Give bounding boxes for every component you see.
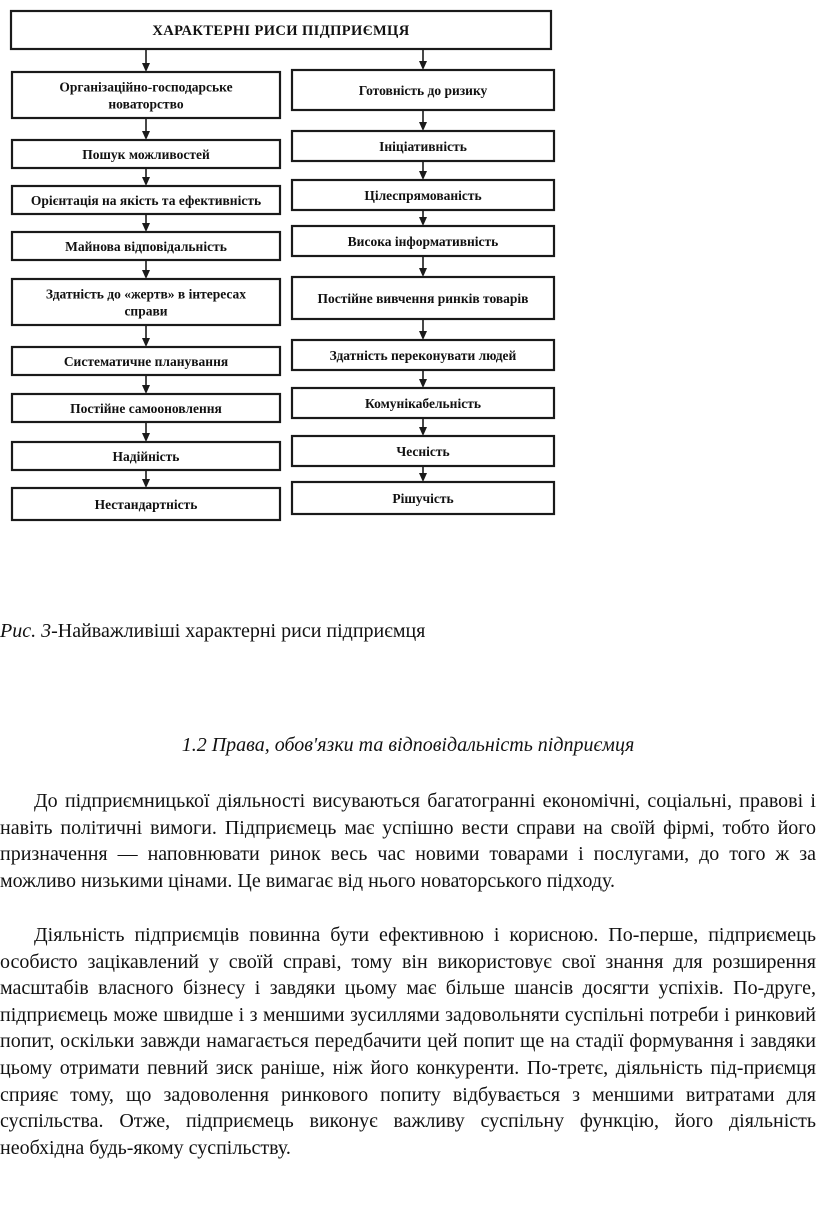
- section-heading: 1.2 Права, обов'язки та відповідальність підприємця: [181, 734, 635, 756]
- left-arrow-6-head: [142, 338, 150, 347]
- left-arrow-1-head: [142, 63, 150, 72]
- right-arrow-9-head: [419, 473, 427, 482]
- right-box-9-label: Рішучість: [392, 491, 454, 506]
- figure-caption: [0, 620, 425, 643]
- left-box-6-label: Систематичне планування: [63, 354, 229, 369]
- right-box-3-label: Цілеспрямованість: [364, 188, 482, 203]
- right-box-2-label: Ініціативність: [379, 139, 467, 154]
- left-box-9-label: Нестандартність: [94, 497, 198, 512]
- left-box-1-label: Організаційно-господарське: [59, 79, 233, 95]
- right-box-7-label: Комунікабельність: [365, 396, 481, 411]
- right-arrow-1-head: [419, 61, 427, 70]
- left-box-5-label: справи: [124, 303, 168, 319]
- right-box-5-label: Постійне вивчення ринків товарів: [317, 291, 529, 306]
- left-box-8-label: Надійність: [112, 449, 180, 464]
- left-arrow-8-head: [142, 433, 150, 442]
- right-arrow-8-head: [419, 427, 427, 436]
- right-box-6-label: Здатність переконувати людей: [329, 348, 517, 363]
- right-arrow-2-head: [419, 122, 427, 131]
- left-box-5-label: Здатність до «жертв» в інтересах: [45, 286, 247, 302]
- right-arrow-3-head: [419, 171, 427, 180]
- right-box-1-label: Готовність до ризику: [358, 83, 488, 98]
- right-arrow-7-head: [419, 379, 427, 388]
- right-box-8-label: Чесність: [396, 444, 450, 459]
- left-arrow-3-head: [142, 177, 150, 186]
- figure-label: Рис. 3: [0, 620, 52, 642]
- right-arrow-4-head: [419, 217, 427, 226]
- paragraph-2: Діяльність підприємців повинна бути ефективною і корисною. По-перше, підприємець особисто зацікавлений у своїй справі, тому він використовує свої знання для розширення масштабів власного бізнесу і завдяки цьому має більше шансів досягти успіхів. По-друге, підприємець може швидше і з меншими зусиллями задовольняти суспільні потреби і ринковий попит, оскільки завжди намагається передбачити цей попит ще на стадії формування і завдяки цьому отримати певний зиск раніше, ніж його конкуренти. По-третє, діяльність під-приємця сприяє тому, що задоволення ринкового попиту відбувається з меншими витратами для суспільства. Отже, підприємець виконує важливу суспільну функцію, його діяльність необхідна будь-якому суспільству.: [0, 924, 816, 1159]
- right-arrow-5-head: [419, 268, 427, 277]
- left-arrow-7-head: [142, 385, 150, 394]
- left-box-2-label: Пошук можливостей: [82, 147, 210, 162]
- left-box-4-label: Майнова відповідальність: [65, 239, 227, 254]
- left-arrow-2-head: [142, 131, 150, 140]
- left-box-3-label: Орієнтація на якість та ефективність: [30, 193, 262, 208]
- left-box-7-label: Постійне самооновлення: [70, 401, 222, 416]
- left-box-1-label: новаторство: [108, 96, 184, 112]
- right-arrow-6-head: [419, 331, 427, 340]
- left-arrow-9-head: [142, 479, 150, 488]
- paragraph-1: До підприємницької діяльності висуваються багатогранні економічні, соціальні, правові і навіть політичні вимоги. Підприємець має успішно вести справи на своїй фірмі, тобто його призначення — наповнювати ринок весь час новими товарами і послугами, до того ж за можливо низькими цінами. Це вимагає від нього новаторського підходу.: [0, 790, 816, 892]
- traits-diagram: [0, 0, 816, 560]
- diagram-title: ХАРАКТЕРНІ РИСИ ПІДПРИЄМЦЯ: [152, 23, 410, 39]
- right-box-4-label: Висока інформативність: [347, 234, 499, 249]
- left-arrow-5-head: [142, 270, 150, 279]
- left-arrow-4-head: [142, 223, 150, 232]
- figure-caption-text: -Найважливіші характерні риси підприємця: [51, 620, 426, 642]
